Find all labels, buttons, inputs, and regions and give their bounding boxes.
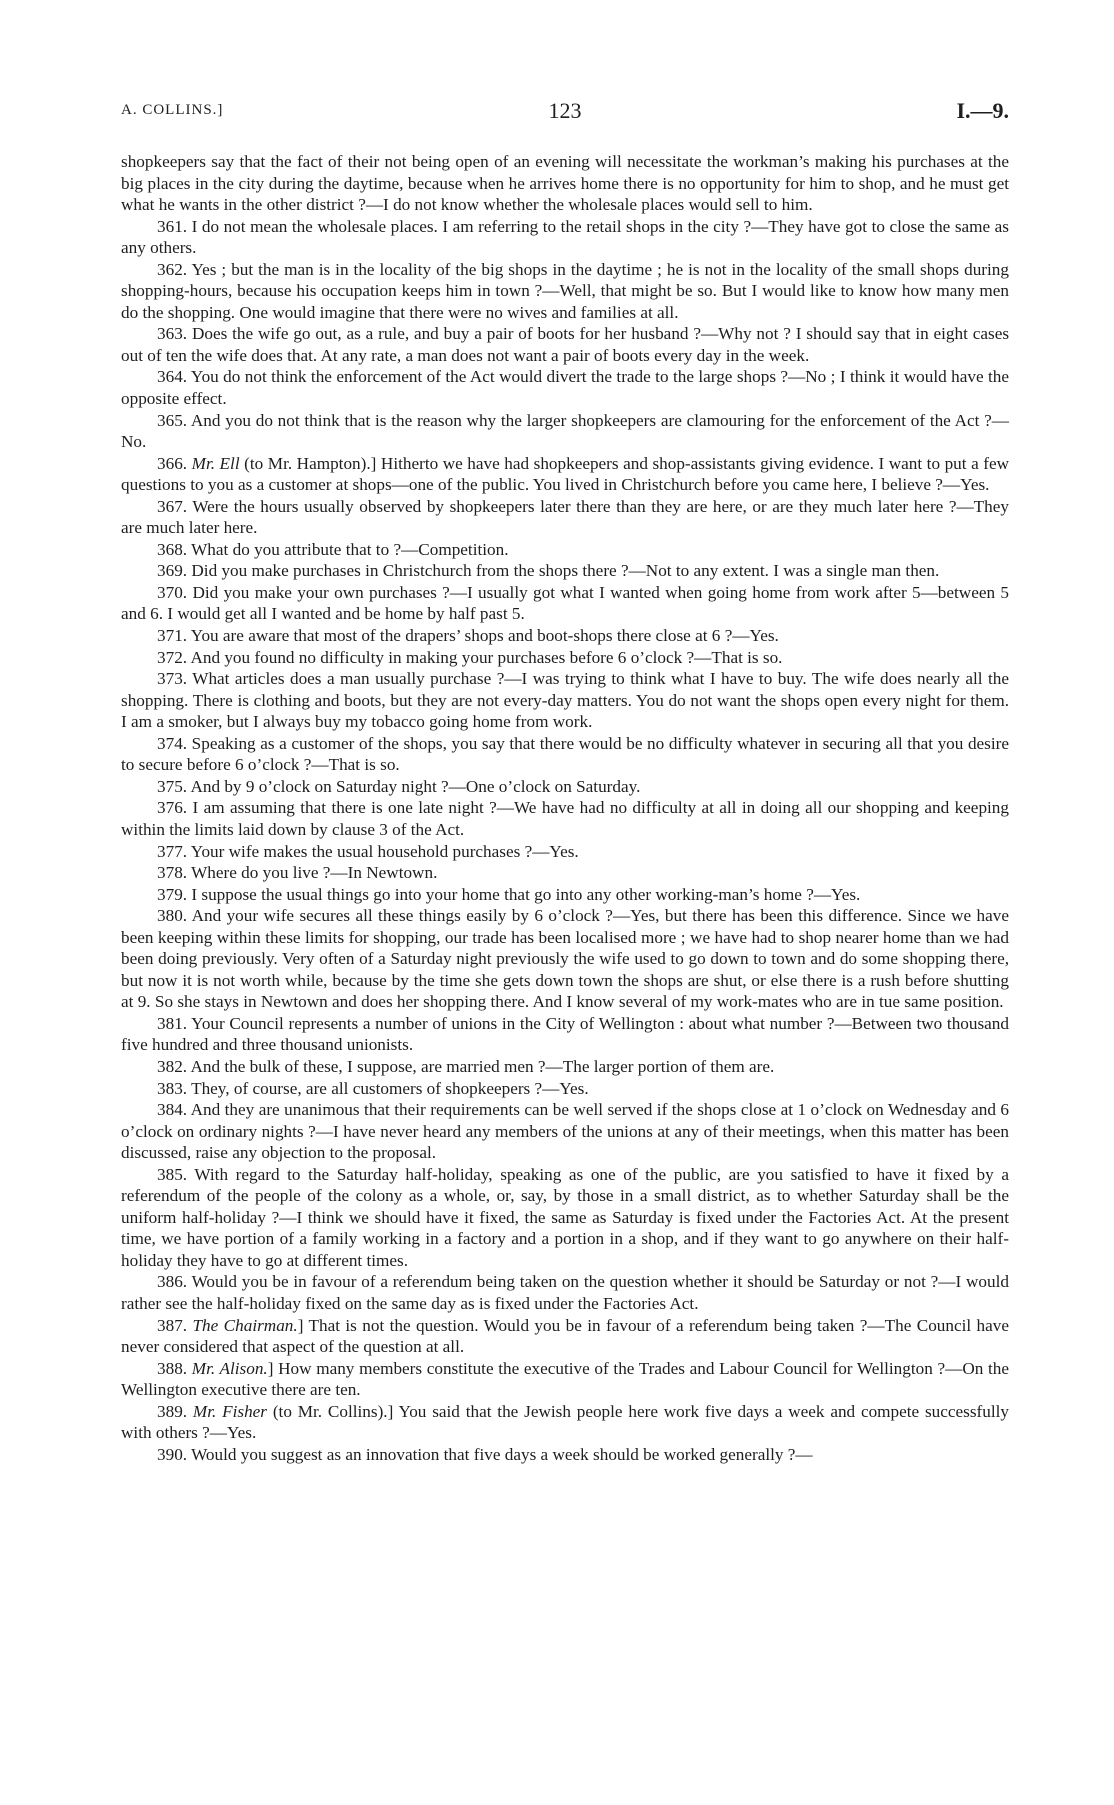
page-header — [121, 98, 1009, 126]
question-number: 373. — [157, 669, 188, 689]
question-paragraph — [121, 366, 1009, 409]
paragraph-text: Did you make purchases in Christchurch from the shops there ?—Not to any extent. I was a single man then. — [191, 561, 940, 581]
paragraph-text: Speaking as a customer of the shops, you say that there would be no difficulty whatever in securing all that you desire to secure before 6 o’clock ?—That is so. — [121, 733, 1009, 775]
paragraph-text: ] How many members constitute the executive of the Trades and Labour Council for Wellington ?—On the Wellington executive there are ten. — [121, 1358, 1009, 1400]
paragraph-text: Does the wife go out, as a rule, and buy a pair of boots for her husband ?—Why not ? I should say that in eight cases out of ten the wife does that. At any rate, a man does not want a pair of boots every day in the week. — [121, 324, 1010, 365]
paragraph-text: And you do not think that is the reason why the larger shopkeepers are clamouring for the enforcement of the Act ?—No. — [121, 410, 1009, 452]
question-paragraph — [121, 539, 1009, 561]
paragraph-text: I suppose the usual things go into your home that go into any other working-man’s home ?—Yes. — [191, 884, 861, 904]
speaker-name: Mr. Alison. — [191, 1358, 268, 1378]
paragraph-text: Did you make your own purchases ?—I usually got what I wanted when going home from work after 5—between 5 and 6. I would get all I wanted and be home by half past 5. — [121, 582, 1009, 624]
question-number: 375. — [157, 776, 188, 796]
question-paragraph — [121, 560, 1009, 582]
paragraph-text: (to Mr. Hampton).] Hitherto we have had shopkeepers and shop-assistants giving evidence. I want to put a few questions to you as a customer at shops—one of the public. You lived in Christchurch before you came here, I believe ?—Yes. — [121, 453, 1010, 495]
speaker-name: Mr. Fisher — [192, 1401, 267, 1421]
question-paragraph — [121, 410, 1009, 453]
question-paragraph — [121, 1078, 1009, 1100]
question-paragraph — [121, 1164, 1009, 1272]
question-paragraph — [121, 841, 1009, 863]
paragraph-text: I do not mean the wholesale places. I am referring to the retail shops in the city ?—They have got to close the same as any others. — [121, 216, 1010, 258]
paragraph-text: And they are unanimous that their requirements can be well served if the shops close at 1 o’clock on Wednesday and 6 o’clock on ordinary nights ?—I have never heard any members of the unions at any of their meetings, when this matter has been discussed, raise any objection to the proposal. — [121, 1100, 1009, 1163]
paragraph-text: Yes ; but the man is in the locality of the big shops in the daytime ; he is not in the locality of the small shops during shopping-hours, because his occupation keeps him in town ?—Well, that might be so. But I would like to know how many men do the shopping. One would imagine that there were no wives and families at all. — [121, 259, 1009, 322]
question-paragraph — [121, 1444, 1009, 1466]
question-paragraph — [121, 733, 1009, 776]
question-number: 383. — [157, 1078, 188, 1098]
paragraph-text: Where do you live ?—In Newtown. — [191, 863, 438, 883]
question-paragraph — [121, 668, 1009, 733]
question-number: 379. — [157, 884, 188, 904]
paragraph-text: They, of course, are all customers of shopkeepers ?—Yes. — [191, 1078, 589, 1098]
question-number: 362. — [157, 259, 188, 279]
paragraph-text: You do not think the enforcement of the Act would divert the trade to the large shops ?—No ; I think it would have the opposite effect. — [121, 367, 1009, 409]
question-number: 367. — [157, 496, 188, 516]
question-number: 368. — [157, 539, 188, 559]
paragraph-text: Would you suggest as an innovation that five days a week should be worked generally ?— — [191, 1444, 813, 1464]
question-paragraph — [121, 776, 1009, 798]
question-number: 388. — [157, 1358, 188, 1378]
question-number: 363. — [157, 324, 188, 344]
paragraph-text: shopkeepers say that the fact of their not being open of an evening will necessitate the workman’s making his purchases at the big places in the city during the daytime, because when he arrives home there is no opportunity for him to shop, and he must get what he wants in the other district ?—I do not know whether the wholesale places would sell to him. — [121, 152, 1009, 215]
page-number: 123 — [548, 98, 582, 123]
paragraph-text: And your wife secures all these things easily by 6 o’clock ?—Yes, but there has been this difference. Since we have been keeping within these limits for shopping, our trade has been localised more ; we have had to shop nearer home than we had been doing previously. Very often of a Saturday night previously the wife used to go down to town and do some shopping there, but now it is not worth while, because by the time she gets down town the shops are shut, or else there is a rush before shutting at 9. So she stays in Newtown and does her shopping there. And I know several of my work-mates who are in tue same position. — [121, 906, 1010, 1012]
question-number: 381. — [157, 1013, 188, 1033]
question-paragraph — [121, 1271, 1009, 1314]
paragraph-text: I am assuming that there is one late night ?—We have had no difficulty at all in doing all our shopping and keeping within the limits laid down by clause 3 of the Act. — [121, 798, 1009, 839]
question-number: 386. — [157, 1272, 188, 1292]
question-number: 374. — [157, 733, 188, 753]
question-number: 365. — [157, 410, 188, 430]
question-number: 389. — [157, 1401, 188, 1421]
question-number: 361. — [157, 216, 188, 236]
paragraph-text: ] That is not the question. Would you be in favour of a referendum being taken ?—The Council have never considered that aspect of the question at all. — [121, 1315, 1010, 1357]
question-paragraph — [121, 582, 1009, 625]
question-number: 366. — [157, 453, 188, 473]
paragraph-text: Your Council represents a number of unions in the City of Wellington : about what number ?—Between two thousand five hundred and three thousand unionists. — [121, 1013, 1009, 1055]
question-paragraph — [121, 1056, 1009, 1078]
paragraph-text: Your wife makes the usual household purchases ?—Yes. — [190, 841, 579, 861]
paragraph-text: You are aware that most of the drapers’ shops and boot-shops there close at 6 ?—Yes. — [190, 626, 779, 646]
question-paragraph — [121, 1401, 1009, 1444]
question-paragraph — [121, 1099, 1009, 1164]
question-paragraph — [121, 151, 1009, 216]
question-paragraph — [121, 905, 1009, 1013]
paragraph-text: What articles does a man usually purchase ?—I was trying to think what I have to buy. The wife does nearly all the shopping. There is clothing and boots, but they are not every-day matters. You do not want the shops open every night for them. I am a smoker, but I always buy my tobacco going home from work. — [121, 669, 1009, 732]
question-paragraph — [121, 323, 1009, 366]
speaker-name: Mr. Ell — [191, 453, 240, 473]
paragraph-text: Would you be in favour of a referendum being taken on the question whether it should be Saturday or not ?—I would rather see the half-holiday fixed on the same day as is fixed under the Factories Act. — [121, 1272, 1009, 1313]
question-paragraph — [121, 884, 1009, 906]
paper-reference: I.—9. — [956, 98, 1009, 123]
question-paragraph — [121, 259, 1009, 324]
question-number: 378. — [157, 863, 188, 883]
question-number: 387. — [157, 1315, 188, 1335]
question-number: 372. — [157, 647, 188, 667]
question-number: 385. — [157, 1164, 188, 1184]
question-number: 371. — [157, 626, 188, 646]
paragraph-text: What do you attribute that to ?—Competition. — [191, 539, 509, 559]
question-paragraph — [121, 647, 1009, 669]
question-paragraph — [121, 1358, 1009, 1401]
question-number: 376. — [157, 798, 188, 818]
question-number: 380. — [157, 906, 188, 926]
question-paragraph — [121, 797, 1009, 840]
question-paragraph — [121, 862, 1009, 884]
paragraph-text: And by 9 o’clock on Saturday night ?—One o’clock on Saturday. — [190, 776, 641, 796]
paragraph-text: And you found no difficulty in making your purchases before 6 o’clock ?—That is so. — [190, 647, 783, 667]
question-number: 364. — [157, 367, 188, 387]
paragraph-text: And the bulk of these, I suppose, are married men ?—The larger portion of them are. — [190, 1056, 775, 1076]
question-paragraph — [121, 496, 1009, 539]
question-paragraph — [121, 1013, 1009, 1056]
question-number: 377. — [157, 841, 188, 861]
question-number: 370. — [157, 582, 188, 602]
question-number: 390. — [157, 1444, 188, 1464]
paragraph-text: (to Mr. Collins).] You said that the Jewish people here work five days a week and compete successfully with others ?—Yes. — [121, 1401, 1009, 1443]
speaker-name: The Chairman. — [192, 1315, 298, 1335]
question-paragraph — [121, 453, 1009, 496]
question-number: 382. — [157, 1056, 188, 1076]
evidence-text — [121, 151, 1009, 1465]
question-number: 384. — [157, 1100, 188, 1120]
paragraph-text: With regard to the Saturday half-holiday, speaking as one of the public, are you satisfied to have it fixed by a referendum of the people of the colony as a whole, or, say, by those in a small district, as to whether Saturday shall be the uniform half-holiday ?—I think we should have it fixed, the same as Saturday is fixed under the Factories Act. At the present time, we have portion of a family working in a factory and a portion in a shop, and if they want to go anywhere on their half-holiday they have to go at different times. — [121, 1164, 1009, 1270]
question-number: 369. — [157, 561, 188, 581]
witness-name: A. COLLINS.] — [121, 102, 224, 118]
question-paragraph — [121, 625, 1009, 647]
paragraph-text: Were the hours usually observed by shopkeepers later there than they are here, or are they much later here ?—They are much later here. — [121, 496, 1009, 538]
question-paragraph — [121, 216, 1009, 259]
question-paragraph — [121, 1315, 1009, 1358]
